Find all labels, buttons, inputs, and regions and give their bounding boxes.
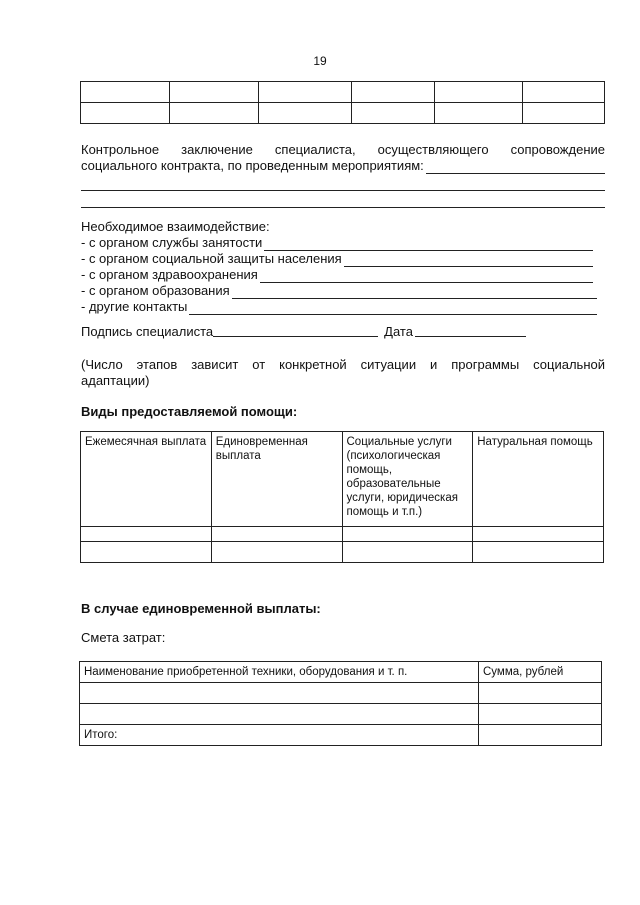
- interaction-fill-line[interactable]: [260, 271, 593, 283]
- table-cell: [523, 82, 605, 103]
- table-header-cell: Сумма, рублей: [479, 662, 602, 683]
- table-row: [80, 725, 602, 746]
- table-cell[interactable]: [473, 527, 604, 542]
- table-row: [80, 683, 602, 704]
- table-row: [80, 662, 602, 683]
- top-table: [80, 81, 605, 124]
- interaction-fill-line[interactable]: [264, 239, 593, 251]
- table-header-cell: Наименование приобретенной техники, оборудования и т. п.: [80, 662, 479, 683]
- table-cell[interactable]: [80, 683, 479, 704]
- table-row: [81, 103, 605, 124]
- conclusion-line-2[interactable]: [81, 158, 605, 174]
- table-row: [81, 542, 604, 563]
- signature-fill-line[interactable]: [213, 324, 378, 337]
- table-cell[interactable]: [479, 683, 602, 704]
- page-number: 19: [313, 54, 327, 68]
- table-header-cell: Социальные услуги (психологическая помощь, образовательные услуги, юридическая помощь и т.п.): [342, 432, 473, 527]
- table-cell[interactable]: [80, 704, 479, 725]
- single-payment-heading: В случае единовременной выплаты:: [81, 601, 321, 616]
- table-cell: [259, 103, 352, 124]
- table-cell: [170, 103, 259, 124]
- signature-label: Подпись специалиста: [81, 324, 214, 339]
- interaction-item[interactable]: [81, 235, 605, 251]
- interaction-item[interactable]: [81, 283, 605, 299]
- note-line-2: адаптации): [81, 373, 150, 388]
- table-cell: [259, 82, 352, 103]
- total-label: Итого:: [80, 725, 479, 746]
- interaction-fill-line[interactable]: [344, 255, 593, 267]
- conclusion-fill-line[interactable]: [426, 162, 605, 174]
- interaction-item[interactable]: [81, 299, 605, 315]
- note-line-1: (Число этапов зависит от конкретной ситуации и программы социальной: [81, 357, 605, 372]
- interaction-item[interactable]: [81, 267, 605, 283]
- table-cell[interactable]: [211, 527, 342, 542]
- table-cell[interactable]: [81, 527, 212, 542]
- date-fill-line[interactable]: [415, 324, 526, 337]
- table-cell[interactable]: [81, 542, 212, 563]
- table-cell: [435, 82, 523, 103]
- table-cell: [81, 103, 170, 124]
- table-cell[interactable]: [473, 542, 604, 563]
- interaction-section: [81, 219, 605, 315]
- conclusion-label: социального контракта, по проведенным мероприятиям:: [81, 158, 424, 173]
- table-cell: [435, 103, 523, 124]
- table-cell: [523, 103, 605, 124]
- interaction-item-label: - с органом службы занятости: [81, 235, 263, 250]
- conclusion-fill-line[interactable]: [81, 191, 605, 208]
- interaction-item-label: - с органом социальной защиты населения: [81, 251, 342, 266]
- assistance-heading: Виды предоставляемой помощи:: [81, 404, 298, 419]
- interaction-fill-line[interactable]: [232, 287, 597, 299]
- interaction-item[interactable]: [81, 251, 605, 267]
- table-header-cell: Ежемесячная выплата: [81, 432, 212, 527]
- assistance-table: [80, 431, 604, 563]
- conclusion-section: [81, 142, 605, 208]
- table-row: [81, 82, 605, 103]
- table-cell: [352, 82, 435, 103]
- total-value-cell[interactable]: [479, 725, 602, 746]
- date-label: Дата: [384, 324, 413, 339]
- table-cell: [81, 82, 170, 103]
- interaction-title: Необходимое взаимодействие:: [81, 219, 270, 234]
- table-cell: [170, 82, 259, 103]
- note: [81, 357, 605, 389]
- table-row: [81, 527, 604, 542]
- signature-line: [81, 324, 605, 340]
- interaction-item-label: - с органом образования: [81, 283, 230, 298]
- table-cell: [352, 103, 435, 124]
- table-row: [81, 432, 604, 527]
- table-cell[interactable]: [342, 527, 473, 542]
- table-header-cell: Натуральная помощь: [473, 432, 604, 527]
- table-cell[interactable]: [342, 542, 473, 563]
- table-row: [80, 704, 602, 725]
- estimate-label: Смета затрат:: [81, 630, 166, 645]
- table-cell[interactable]: [211, 542, 342, 563]
- interaction-item-label: - с органом здравоохранения: [81, 267, 258, 282]
- conclusion-line-1: Контрольное заключение специалиста, осуществляющего сопровождение: [81, 142, 605, 157]
- interaction-item-label: - другие контакты: [81, 299, 188, 314]
- conclusion-fill-line[interactable]: [81, 174, 605, 191]
- estimate-table: [79, 661, 602, 746]
- table-header-cell: Единовременная выплата: [211, 432, 342, 527]
- interaction-fill-line[interactable]: [189, 303, 597, 315]
- table-cell[interactable]: [479, 704, 602, 725]
